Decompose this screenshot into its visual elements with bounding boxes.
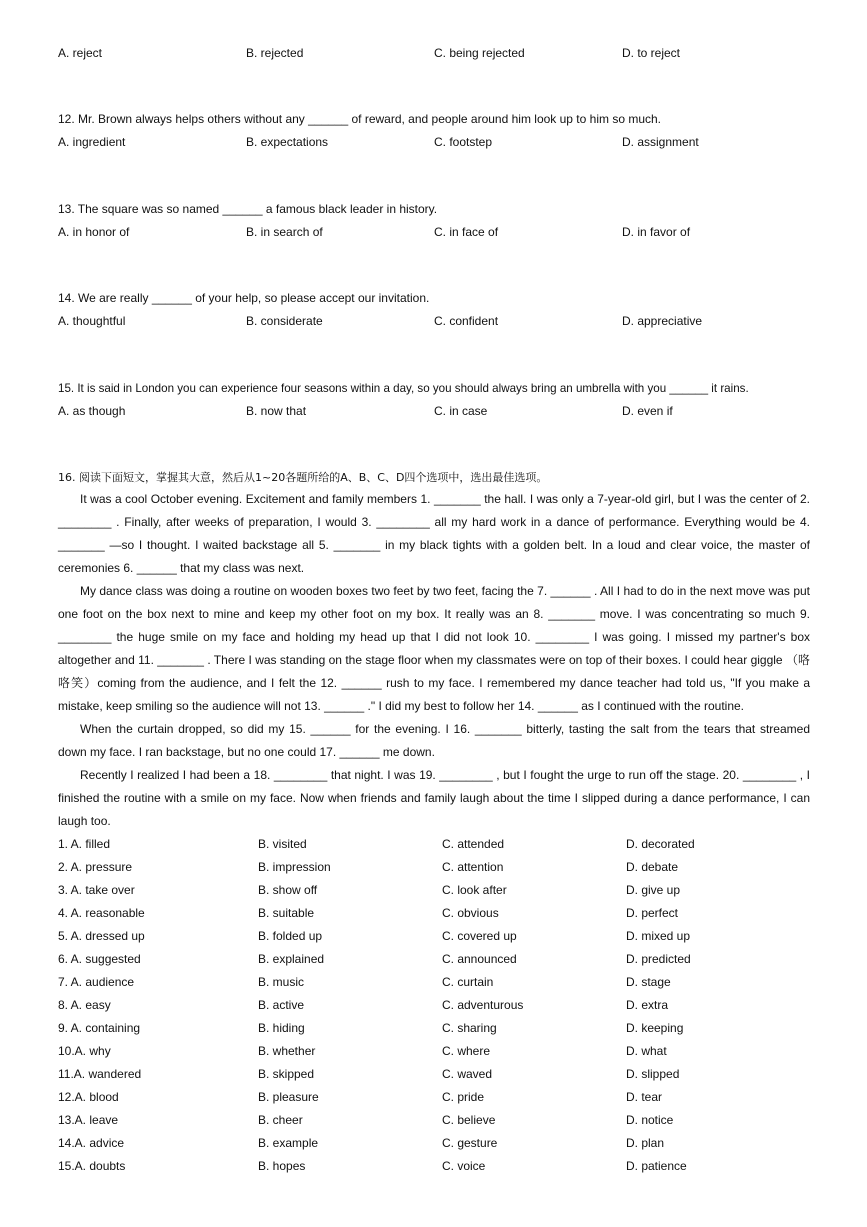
q14-option-b: B. considerate: [246, 314, 323, 328]
q15-option-a: A. as though: [58, 404, 126, 418]
passage-paragraph: Recently I realized I had been a 18. ________ that night. I was 19. ________ , but I fought the urge to run off the stage. 20. ________ , I finished the routine with a smile on my face. Now when friends and family laugh about the time I slipped during a dance performance, I can laugh too.: [58, 768, 810, 828]
q11-option-a: A. reject: [58, 46, 103, 60]
option-c: C. obvious: [442, 906, 499, 920]
option-d: D. stage: [626, 975, 671, 989]
q16-instruction: 16. 阅读下面短文，掌握其大意，然后从1~20各题所给的A、B、C、D四个选项中，选出最佳选项。: [58, 471, 548, 484]
option-d: D. notice: [626, 1113, 674, 1127]
option-c: C. attention: [442, 860, 504, 874]
option-a: 1. A. filled: [58, 837, 111, 851]
option-c: C. covered up: [442, 929, 517, 943]
option-b: B. example: [258, 1136, 319, 1150]
cloze-option-row: [58, 1109, 818, 1132]
q15-options: [58, 400, 818, 423]
q12-stem: 12. Mr. Brown always helps others without any ______ of reward, and people around him look up to him so much.: [58, 112, 662, 126]
option-b: B. whether: [258, 1044, 316, 1058]
option-d: D. extra: [626, 998, 669, 1012]
option-d: D. plan: [626, 1136, 665, 1150]
q14-stem: 14. We are really ______ of your help, so please accept our invitation.: [58, 291, 430, 305]
option-b: B. suitable: [258, 906, 315, 920]
option-d: D. predicted: [626, 952, 691, 966]
q15-stem: 15. It is said in London you can experience four seasons within a day, so you should always bring an umbrella with you ______ it rains.: [58, 382, 749, 395]
q12-options: [58, 131, 818, 154]
option-d: D. decorated: [626, 837, 695, 851]
option-c: C. believe: [442, 1113, 496, 1127]
cloze-options-table: [58, 833, 818, 1178]
option-c: C. curtain: [442, 975, 494, 989]
option-b: B. hiding: [258, 1021, 305, 1035]
cloze-option-row: [58, 902, 818, 925]
option-d: D. keeping: [626, 1021, 684, 1035]
q13-options: [58, 221, 818, 244]
cloze-option-row: [58, 971, 818, 994]
option-a: 14.A. advice: [58, 1136, 125, 1150]
cloze-option-row: [58, 948, 818, 971]
option-b: B. impression: [258, 860, 331, 874]
cloze-option-row: [58, 833, 818, 856]
option-a: 15.A. doubts: [58, 1159, 126, 1173]
cloze-option-row: [58, 879, 818, 902]
cloze-passage: [58, 488, 810, 833]
q15-option-b: B. now that: [246, 404, 307, 418]
q14-option-c: C. confident: [434, 314, 499, 328]
q11-option-b: B. rejected: [246, 46, 304, 60]
option-c: C. waved: [442, 1067, 493, 1081]
q12-option-b: B. expectations: [246, 135, 329, 149]
option-b: B. active: [258, 998, 305, 1012]
option-b: B. explained: [258, 952, 325, 966]
option-a: 13.A. leave: [58, 1113, 119, 1127]
q14-options: [58, 310, 818, 333]
option-a: 9. A. containing: [58, 1021, 141, 1035]
passage-paragraph: It was a cool October evening. Excitement and family members 1. _______ the hall. I was only a 7-year-old girl, but I was the center of 2. ________ . Finally, after weeks of preparation, I would 3. ________ all my hard work in a dance of performance. Everything would be 4. _______ —so I thought. I waited backstage all 5. _______ in my black tights with a golden belt. In a loud and clear voice, the master of ceremonies 6. ______ that my class was next.: [58, 492, 810, 575]
option-c: C. gesture: [442, 1136, 498, 1150]
option-c: C. look after: [442, 883, 507, 897]
q12-option-c: C. footstep: [434, 135, 493, 149]
q13-option-b: B. in search of: [246, 225, 323, 239]
option-d: D. patience: [626, 1159, 687, 1173]
option-d: D. mixed up: [626, 929, 691, 943]
option-d: D. debate: [626, 860, 679, 874]
option-a: 12.A. blood: [58, 1090, 119, 1104]
q11-option-c: C. being rejected: [434, 46, 525, 60]
q15-option-d: D. even if: [622, 404, 673, 418]
cloze-option-row: [58, 994, 818, 1017]
q14-option-d: D. appreciative: [622, 314, 703, 328]
option-b: B. folded up: [258, 929, 323, 943]
option-c: C. announced: [442, 952, 517, 966]
option-b: B. skipped: [258, 1067, 315, 1081]
q12-option-d: D. assignment: [622, 135, 699, 149]
option-a: 4. A. reasonable: [58, 906, 145, 920]
option-c: C. voice: [442, 1159, 486, 1173]
q15-option-c: C. in case: [434, 404, 488, 418]
cloze-option-row: [58, 856, 818, 879]
option-a: 5. A. dressed up: [58, 929, 145, 943]
q14-option-a: A. thoughtful: [58, 314, 126, 328]
option-b: B. music: [258, 975, 305, 989]
q13-option-a: A. in honor of: [58, 225, 130, 239]
option-c: C. adventurous: [442, 998, 524, 1012]
cloze-option-row: [58, 1040, 818, 1063]
option-d: D. tear: [626, 1090, 663, 1104]
passage-paragraph: When the curtain dropped, so did my 15. ______ for the evening. I 16. _______ bitterly, tasting the salt from the tears that streamed down my face. I ran backstage, but no one could 17. ______ me down.: [58, 722, 810, 759]
cloze-option-row: [58, 1017, 818, 1040]
option-b: B. hopes: [258, 1159, 306, 1173]
option-a: 10.A. why: [58, 1044, 111, 1058]
cloze-option-row: [58, 1063, 818, 1086]
cloze-option-row: [58, 1132, 818, 1155]
q13-stem: 13. The square was so named ______ a famous black leader in history.: [58, 202, 438, 216]
q12-option-a: A. ingredient: [58, 135, 126, 149]
cloze-option-row: [58, 925, 818, 948]
option-a: 6. A. suggested: [58, 952, 141, 966]
option-d: D. what: [626, 1044, 667, 1058]
q13-option-d: D. in favor of: [622, 225, 691, 239]
option-c: C. pride: [442, 1090, 485, 1104]
option-a: 3. A. take over: [58, 883, 135, 897]
option-c: C. attended: [442, 837, 505, 851]
cloze-option-row: [58, 1086, 818, 1109]
option-c: C. where: [442, 1044, 491, 1058]
option-d: D. perfect: [626, 906, 679, 920]
option-b: B. pleasure: [258, 1090, 319, 1104]
option-b: B. show off: [258, 883, 318, 897]
passage-paragraph: My dance class was doing a routine on wooden boxes two feet by two feet, facing the 7. ______ . All I had to do in the next move was put one foot on the box next to mine and keep my other foot on my box. It really was an 8. _______ move. I was concentrating so much 9. ________ the huge smile on my face and holding my head up that I did not look 10. ________ I was going. I missed my partner's box altogether and 11. _______ . There I was standing on the stage floor when my classmates were on top of their boxes. I could hear giggle （咯咯笑）coming from the audience, and I felt the 12. ______ rush to my face. I remembered my dance teacher had told us, "If you make a mistake, keep smiling so the audience will not 13. ______ ." I did my best to follow her 14. ______ as I continued with the routine.: [58, 584, 810, 713]
option-d: D. give up: [626, 883, 681, 897]
option-a: 8. A. easy: [58, 998, 111, 1012]
option-b: B. cheer: [258, 1113, 303, 1127]
cloze-option-row: [58, 1155, 818, 1178]
q11-options: [58, 42, 818, 65]
option-a: 2. A. pressure: [58, 860, 133, 874]
option-d: D. slipped: [626, 1067, 680, 1081]
option-a: 7. A. audience: [58, 975, 135, 989]
option-c: C. sharing: [442, 1021, 497, 1035]
q11-option-d: D. to reject: [622, 46, 681, 60]
option-a: 11.A. wandered: [58, 1067, 142, 1081]
q13-option-c: C. in face of: [434, 225, 499, 239]
option-b: B. visited: [258, 837, 307, 851]
